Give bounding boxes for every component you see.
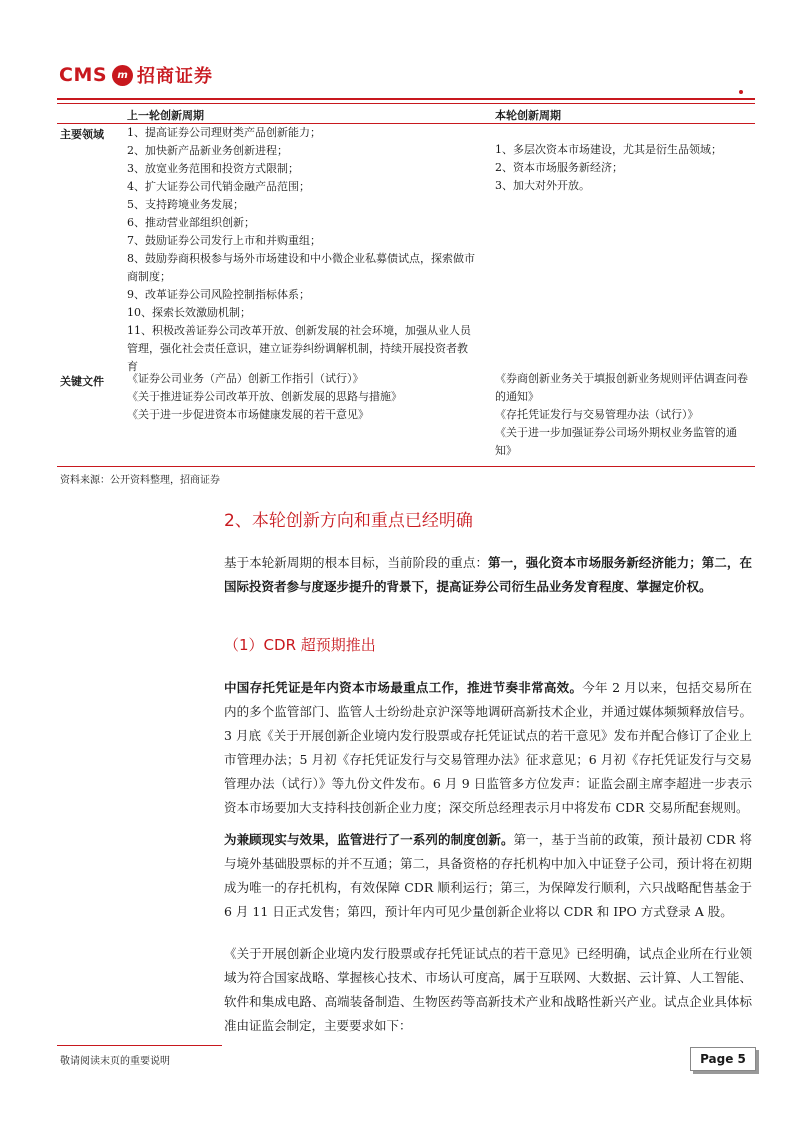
list-item: 7、鼓励证券公司发行上市和并购重组； bbox=[127, 234, 321, 247]
list-item: 9、改革证券公司风险控制指标体系； bbox=[127, 288, 310, 301]
cms-logo bbox=[59, 62, 213, 88]
list-item: 2、资本市场服务新经济； bbox=[495, 161, 623, 174]
table-top-rule bbox=[57, 103, 755, 104]
list-item: 6、推动营业部组织创新； bbox=[127, 216, 255, 229]
list-item: 《券商创新业务关于填报创新业务规则评估调查问卷的通知》 bbox=[495, 372, 748, 403]
table-cell-curr-areas bbox=[495, 141, 751, 195]
page-number: Page 5 bbox=[690, 1047, 756, 1071]
list-item: 1、多层次资本市场建设，尤其是衍生品领域； bbox=[495, 143, 722, 156]
paragraph-body: 第一，基于当前的政策，预计最初 CDR 将与境外基础股票标的并不互通；第二，具备资格的存托机构中加入中证登子公司，预计将在初期成为唯一的存托机构，有效保障 CDR 顺利运行；第三，为保障发行顺利，六只战略配售基金于 6 月 11 日正式发售；第四，预计年内可见少量创新企业将以 CDR 和 IPO 方式登录 A 股。 bbox=[224, 832, 752, 919]
intro-bold-text: 第一，强化资本市场服务新经济能力；第二，在国际投资者参与度逐步提升的背景下，提高证券公司衍生品业务发育程度、掌握定价权。 bbox=[224, 555, 752, 594]
section-intro bbox=[224, 551, 752, 599]
paragraph-lead: 为兼顾现实与效果，监管进行了一系列的制度创新。 bbox=[224, 832, 514, 847]
intro-plain-text: 基于本轮新周期的根本目标，当前阶段的重点： bbox=[224, 555, 489, 570]
list-item: 《证券公司业务（产品）创新工作指引（试行）》 bbox=[127, 372, 364, 385]
table-row-label-areas: 主要领域 bbox=[60, 128, 104, 141]
paragraph-pilot-criteria bbox=[224, 942, 752, 1038]
list-item: 《关于推进证券公司改革开放、创新发展的思路与措施》 bbox=[127, 390, 402, 403]
section-heading: 2、本轮创新方向和重点已经明确 bbox=[224, 511, 473, 531]
list-item: 3、放宽业务范围和投资方式限制； bbox=[127, 162, 299, 175]
table-source-note: 资料来源：公开资料整理，招商证券 bbox=[60, 475, 220, 486]
header-rule bbox=[57, 98, 755, 100]
table-cell-prev-areas bbox=[127, 124, 475, 376]
logo-latin: CMS bbox=[59, 64, 108, 86]
subsection-heading: （1）CDR 超预期推出 bbox=[224, 636, 376, 654]
table-col-curr-header: 本轮创新周期 bbox=[495, 109, 561, 122]
list-item: 《关于进一步促进资本市场健康发展的若干意见》 bbox=[127, 408, 369, 421]
table-col-prev-header: 上一轮创新周期 bbox=[127, 109, 204, 122]
list-item: 8、鼓励券商积极参与场外市场建设和中小微企业私募债试点，探索做市商制度； bbox=[127, 252, 475, 283]
list-item: 11、积极改善证券公司改革开放、创新发展的社会环境，加强从业人员管理，强化社会责任意识，建立证券纠纷调解机制，持续开展投资者教育 bbox=[127, 324, 471, 373]
table-cell-prev-documents bbox=[127, 370, 485, 424]
paragraph-body: 今年 2 月以来，包括交易所在内的多个监管部门、监管人士纷纷赴京沪深等地调研高新技术企业，并通过媒体频频释放信号。3 月底《关于开展创新企业境内发行股票或存托凭证试点的若干意见》发布并配合修订了企业上市管理办法；5 月初《存托凭证发行与交易管理办法》征求意见；6 月初《存托凭证发行与交易管理办法（试行）》等九份文件发布。6 月 9 日监管多方位发声：证监会副主席李超进一步表示资本市场要加大支持科技创新企业力度；深交所总经理表示月中将发布 CDR 交易所配套规则。 bbox=[224, 680, 752, 815]
list-item: 10、探索长效激励机制； bbox=[127, 306, 251, 319]
list-item: 3、加大对外开放。 bbox=[495, 179, 590, 192]
list-item: 4、扩大证券公司代销金融产品范围； bbox=[127, 180, 310, 193]
table-cell-curr-documents bbox=[495, 370, 751, 460]
list-item: 《关于进一步加强证券公司场外期权业务监管的通知》 bbox=[495, 426, 737, 457]
logo-chinese: 招商证券 bbox=[137, 66, 214, 87]
paragraph-institutional-innovation bbox=[224, 828, 752, 924]
table-row-label-documents: 关键文件 bbox=[60, 375, 104, 388]
paragraph-lead: 中国存托凭证是年内资本市场最重点工作，推进节奏非常高效。 bbox=[224, 680, 583, 695]
header-dot bbox=[739, 90, 743, 94]
logo-mark-icon: m bbox=[112, 65, 133, 86]
table-bottom-rule bbox=[57, 466, 755, 467]
list-item: 2、加快新产品新业务创新进程； bbox=[127, 144, 288, 157]
footer-disclaimer-note: 敬请阅读末页的重要说明 bbox=[60, 1056, 170, 1067]
paragraph-cdr-progress bbox=[224, 676, 752, 820]
list-item: 5、支持跨境业务发展； bbox=[127, 198, 244, 211]
footer-rule bbox=[57, 1045, 222, 1046]
list-item: 1、提高证券公司理财类产品创新能力； bbox=[127, 126, 321, 139]
list-item: 《存托凭证发行与交易管理办法（试行）》 bbox=[495, 408, 699, 421]
paragraph-body: 《关于开展创新企业境内发行股票或存托凭证试点的若干意见》已经明确，试点企业所在行业领域为符合国家战略、掌握核心技术、市场认可度高，属于互联网、大数据、云计算、人工智能、软件和集成电路、高端装备制造、生物医药等高新技术产业和战略性新兴产业。试点企业具体标准由证监会制定，主要要求如下： bbox=[224, 946, 752, 1033]
